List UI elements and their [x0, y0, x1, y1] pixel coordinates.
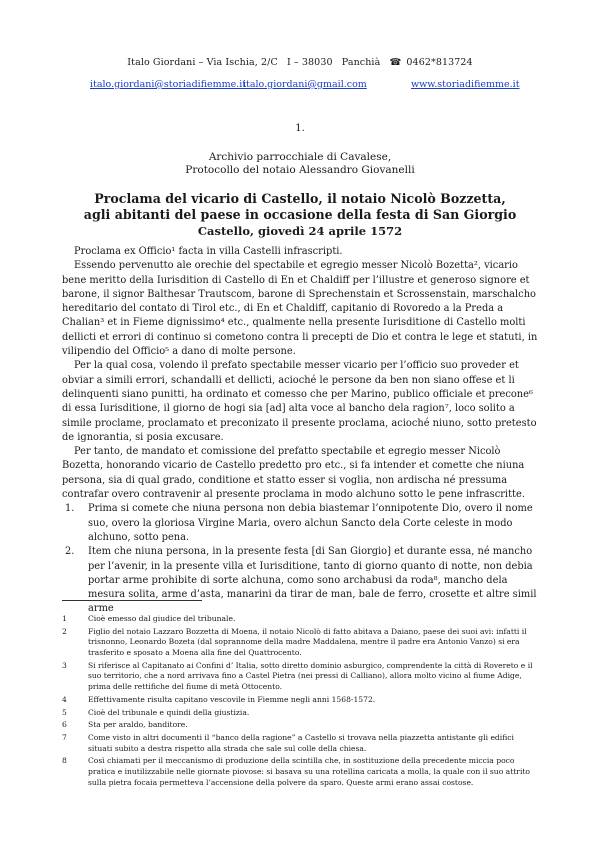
footnote [62, 661, 540, 693]
proclamation-item [62, 502, 542, 545]
footnote [62, 627, 540, 659]
phone-number: 0462*813724 [406, 57, 473, 68]
footnote-number: 8 [62, 756, 67, 766]
footnote-number: 4 [62, 694, 67, 704]
footnote [62, 733, 540, 754]
footnote-number: 7 [62, 733, 67, 743]
footnote [62, 695, 540, 706]
footnote-text: Cioè emesso dal giudice del tribunale. [88, 614, 236, 623]
footnote-text: Effettivamente risulta capitano vescovile in Fiemme negli anni 1568-1572. [88, 694, 376, 704]
letterhead [0, 57, 600, 68]
footnote [62, 708, 540, 719]
title-date-line: Castello, giovedì 24 aprile 1572 [197, 224, 403, 238]
footnote-number: 2 [62, 626, 67, 636]
footnote-number: 6 [62, 720, 67, 730]
item-text: Item che niuna persona, in la presente festa [di San Giorgio] et durante essa, né mancho per l’avenir, in la presente villa et Iurisditione, tanto di giorno quanto di notte, non debia portar arme prohibite di sorte alchuna, como sono archabusi da roda⁸, mancho dela mesura solita, arme d’asta, manarini da tirar de man, bale de ferro, crosette et altre simil arme [88, 546, 537, 615]
footnote-number: 5 [62, 707, 67, 717]
body-paragraph-2: Essendo pervenutto ale orechie del spectabile et egregio messer Nicolò Bozetta², vicario bene meritto della Iurisdition di Castello di En et Chaldiff per l’illustre et generoso signore et barone, il signor Balthesar Trautscom, barone di Sprechenstain et Scrossenstain, marschalcho hereditario del contato di Tirol etc., di En et Chaldiff, capitanio di Rovoredo a la Preda a Chalian³ et in Fieme dignissimo⁴ etc., qualmente nella presente Iurisditione di Castello molti dellicti et errori di continuo si cometono contra li precepti de Dio et contra le lege et statuti, in vilipendio del Officio⁵ a dano di molte persone. [62, 260, 538, 358]
item-text: Prima si comete che niuna persona non debia biastemar l’onnipotente Dio, overo il nome suo, overo la gloriosa Virgine Maria, overo alchun Sancto dela Corte celeste in modo alchuno, sotto pena. [88, 503, 533, 543]
telephone-icon: ☎ [389, 57, 402, 68]
footnote [62, 756, 540, 788]
footnote-number: 1 [62, 614, 67, 623]
archive-source [0, 151, 600, 177]
author-address: Italo Giordani – Via Ischia, 2/C [127, 57, 278, 68]
proclamation-item [62, 545, 542, 616]
email-link-gmail[interactable]: italo.giordani@gmail.com [243, 79, 367, 90]
body-paragraph-3: Per la qual cosa, volendo il prefato spectabile messer vicario per l’officio suo proveder et obviar a simili errori, schandalli et dellicti, acioché le persone da ben non siano offese et li delinquenti siano punitti, ha ordinato et comesso che per Marino, publico officiale et precone⁶ di essa Iurisditione, il giorno de hogi sia [ad] alta voce al bancho dela ragion⁷, loco solito a simile proclame, proclamato et preconizato il presente proclama, acioché niuno, sotto pretesto de ignorantia, si posia excusare. [62, 360, 537, 443]
document-title [40, 191, 560, 239]
body-paragraph-1: Proclama ex Officio¹ facta in villa Castelli infrascripti. [74, 246, 343, 257]
footnote-text: Come visto in altri documenti il “banco della ragione” a Castello si trovava nella piazzetta antistante gli edifici situati subito a destra rispetto alla strada che sale sul colle della chiesa. [88, 733, 514, 753]
item-number: 2. [65, 546, 75, 558]
footnote-text: Sta per araldo, banditore. [88, 720, 188, 730]
footnote-text: Cioè del tribunale e quindi della giustizia. [88, 707, 250, 717]
footnote-text: Così chiamati per il meccanismo di produzione della scintilla che, in sostituzione della precedente miccia poco pratica e inutilizzabile nelle giornate piovose: si basava su una rotellina caricata a molla, la quale con il suo attrito sulla pietra focaia permetteva l’accensione della polvere da sparo. Queste armi erano assai costose. [88, 756, 530, 787]
footnotes [62, 614, 540, 790]
footnote [62, 720, 540, 731]
archive-line-1: Archivio parrocchiale di Cavalese, [208, 151, 392, 163]
archive-line-2: Protocollo del notaio Alessandro Giovanelli [185, 164, 415, 176]
postcode: I – 38030 [286, 57, 333, 68]
title-line-2: agli abitanti del paese in occasione della festa di San Giorgio [83, 207, 517, 222]
document-body [62, 245, 542, 617]
email-link-storiadifiemme[interactable]: italo.giordani@storiadifiemme.it [90, 79, 247, 90]
body-paragraph-4: Per tanto, de mandato et comissione del prefatto spectabile et egregio messer Nicolò Bozetta, honorando vicario de Castello predetto pro etc., si fa intender et comette che niuna persona, sia di qual grado, conditione et statto esser si voglia, non ardischa né pressuma contrafar overo contravenir al presente proclama in modo alchuno sotto le pene infrascritte. [62, 446, 525, 501]
footnote-text: Si riferisce al Capitanato ai Confini d’ Italia, sotto diretto dominio asburgico, comprendente la città di Rovereto e il suo territorio, che a nord arrivava fino a Castel Pietra (nei pressi di Calliano), allora molto vicino al fiume Adige, prima delle rettifiche del fiume di metà Ottocento. [88, 660, 533, 691]
footnote-separator [62, 600, 202, 601]
town: Panchià [341, 57, 381, 68]
item-number: 1. [65, 503, 75, 515]
title-line-1: Proclama del vicario di Castello, il notaio Nicolò Bozzetta, [94, 191, 506, 206]
footnote-text: Figlio del notaio Lazzaro Bozzetta di Moena, il notaio Nicolò di fatto abitava a Daiano, paese dei suoi avi: infatti il trisnonno, Leonardo Bozeta (dal soprannome della madre Maddalena, mentre il padre era Antonio Vanzo) si era trasferito e sposato a Moena alla fine del Quattrocento. [88, 626, 527, 657]
footnote-number: 3 [62, 660, 67, 670]
document-number: 1. [295, 123, 305, 134]
footnote [62, 614, 540, 625]
website-link[interactable]: www.storiadifiemme.it [411, 79, 520, 90]
